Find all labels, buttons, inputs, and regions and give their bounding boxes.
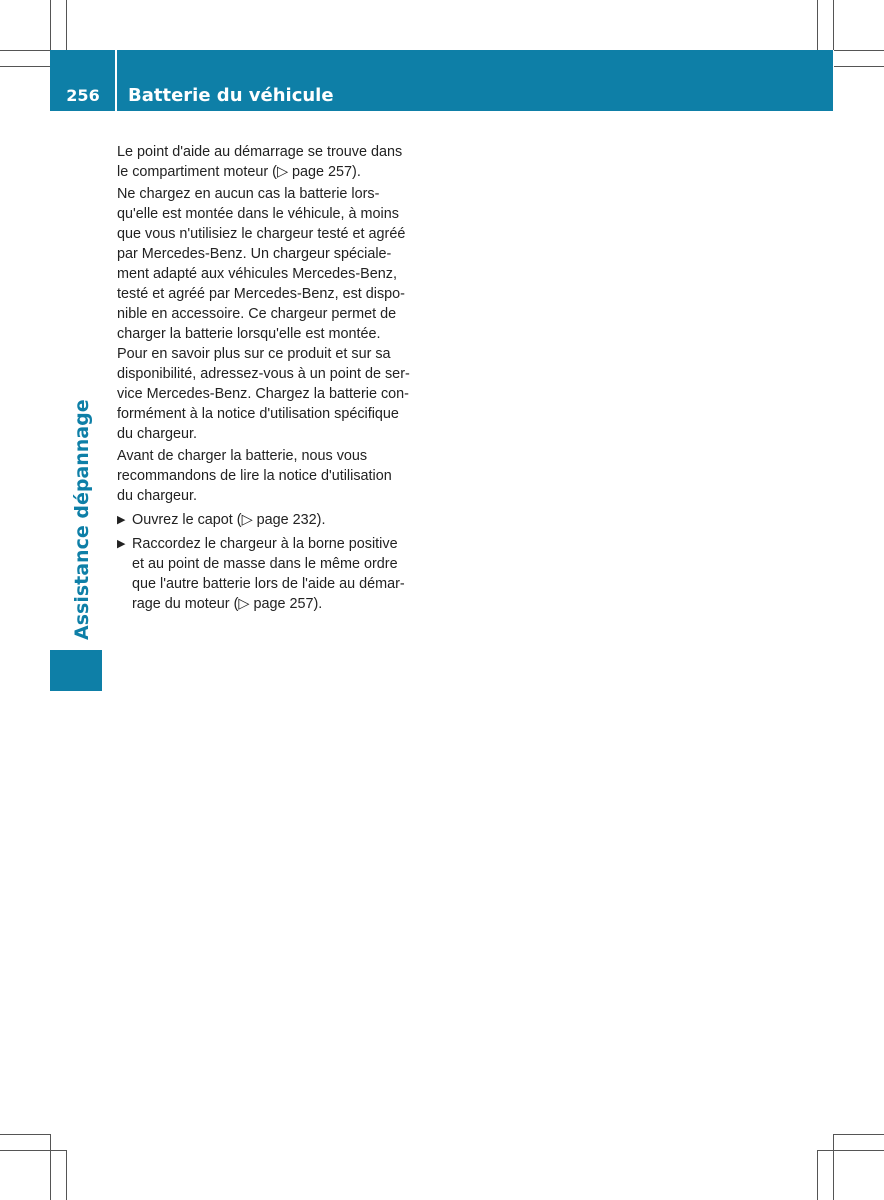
text-line: testé et agréé par Mercedes-Benz, est dispo- xyxy=(117,286,405,302)
side-tab-label: Assistance dépannage xyxy=(71,399,93,640)
text-line: Ouvrez le capot (▷ page 232). xyxy=(132,512,326,528)
crop-mark xyxy=(0,66,50,67)
crop-mark xyxy=(66,1150,67,1200)
step-open-hood xyxy=(117,510,425,530)
text-line: formément à la notice d'utilisation spécifique xyxy=(117,406,399,422)
text-line: charger la batterie lorsqu'elle est montée. xyxy=(117,326,381,342)
page-title: Batterie du véhicule xyxy=(128,85,334,106)
crop-mark xyxy=(817,1150,818,1200)
text-line: que vous n'utilisiez le chargeur testé et agréé xyxy=(117,226,406,242)
text-line: Le point d'aide au démarrage se trouve dans xyxy=(117,144,403,160)
crop-mark xyxy=(817,0,818,50)
paragraph-charging-warning xyxy=(117,184,425,444)
text-line: ment adapté aux véhicules Mercedes-Benz, xyxy=(117,266,397,282)
crop-mark xyxy=(817,1150,884,1151)
text-line: Pour en savoir plus sur ce produit et sur sa xyxy=(117,346,391,362)
main-content xyxy=(117,142,425,614)
page-number: 256 xyxy=(66,86,100,105)
paragraph-jump-start-point xyxy=(117,142,425,182)
step-text xyxy=(132,534,425,614)
text-line: Avant de charger la batterie, nous vous xyxy=(117,448,368,464)
bullet-arrow-icon: ▶ xyxy=(117,538,126,550)
text-line: Ne chargez en aucun cas la batterie lors- xyxy=(117,186,380,202)
paragraph-read-instructions xyxy=(117,446,425,506)
crop-mark xyxy=(834,1134,884,1135)
text-line: qu'elle est montée dans le véhicule, à moins xyxy=(117,206,399,222)
crop-mark xyxy=(0,50,50,51)
text-line: du chargeur. xyxy=(117,426,198,442)
text-line: Raccordez le chargeur à la borne positive xyxy=(132,536,398,552)
crop-mark xyxy=(0,1134,50,1135)
text-line: disponibilité, adressez-vous à un point de ser- xyxy=(117,366,410,382)
bullet-arrow-icon: ▶ xyxy=(117,514,126,526)
crop-mark xyxy=(833,1134,834,1200)
crop-mark xyxy=(0,1150,66,1151)
step-connect-charger xyxy=(117,534,425,614)
text-line: par Mercedes-Benz. Un chargeur spéciale- xyxy=(117,246,392,262)
text-line: que l'autre batterie lors de l'aide au démar- xyxy=(132,576,405,592)
step-text xyxy=(132,510,425,530)
text-line: du chargeur. xyxy=(117,488,198,504)
text-line: et au point de masse dans le même ordre xyxy=(132,556,398,572)
crop-mark xyxy=(834,50,884,51)
crop-mark xyxy=(50,0,51,50)
text-line: le compartiment moteur (▷ page 257). xyxy=(117,164,361,180)
text-line: vice Mercedes-Benz. Chargez la batterie con- xyxy=(117,386,409,402)
side-tab-block xyxy=(50,650,102,691)
crop-mark xyxy=(66,0,67,50)
text-line: recommandons de lire la notice d'utilisation xyxy=(117,468,392,484)
text-line: rage du moteur (▷ page 257). xyxy=(132,596,323,612)
text-line: nible en accessoire. Ce chargeur permet de xyxy=(117,306,397,322)
crop-mark xyxy=(834,66,884,67)
crop-mark xyxy=(833,0,834,50)
crop-mark xyxy=(50,1134,51,1200)
